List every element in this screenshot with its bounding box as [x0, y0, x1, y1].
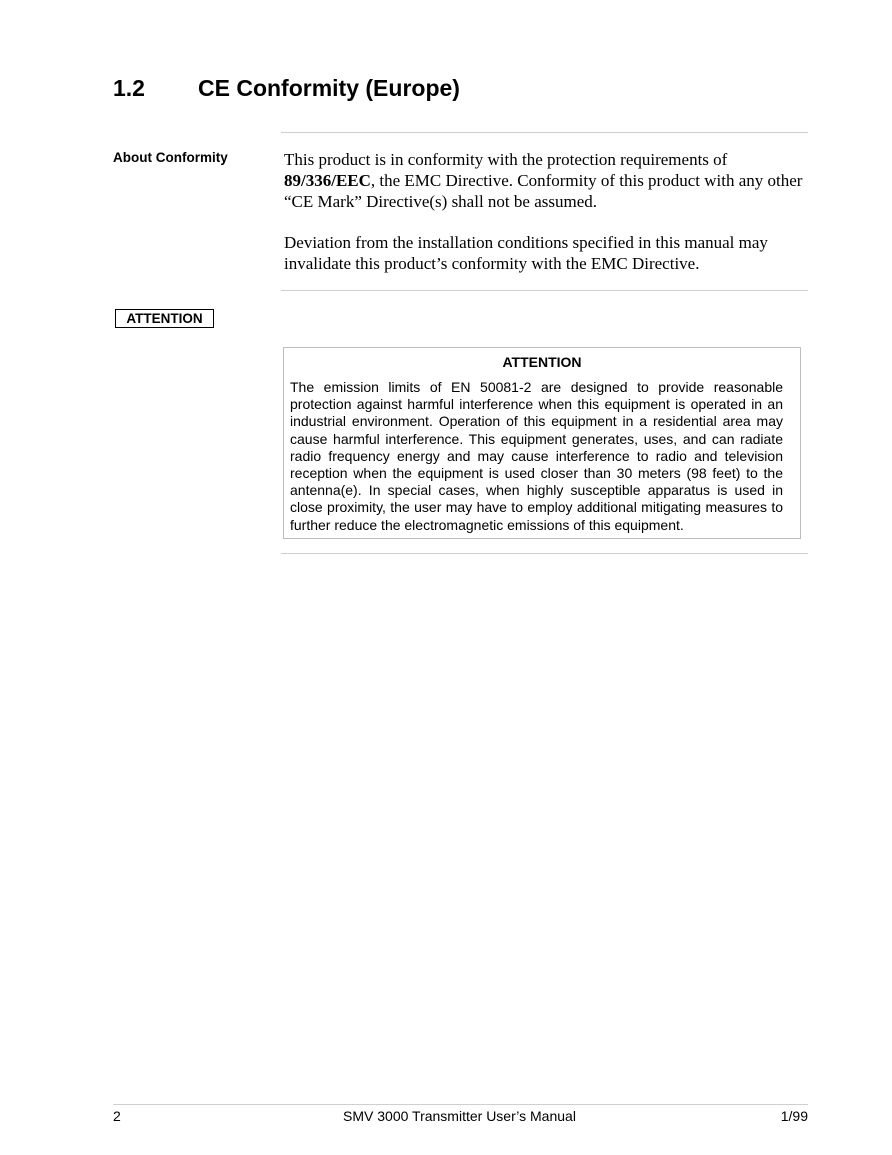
section-number: 1.2 [113, 75, 145, 101]
attention-notice-box [283, 347, 801, 539]
section-heading [113, 72, 460, 104]
divider-bottom [281, 553, 808, 554]
directive-number: 89/336/EEC [284, 171, 371, 190]
footer-divider [113, 1104, 808, 1105]
footer-date: 1/99 [780, 1108, 808, 1124]
conformity-text-after: , the EMC Directive. Conformity of this product with any other “CE Mark” Directive(s) shall not be assumed. [284, 171, 803, 211]
attention-notice-title: ATTENTION [502, 354, 582, 370]
section-title: CE Conformity (Europe) [198, 75, 460, 101]
about-conformity-label: About Conformity [113, 150, 228, 165]
footer-page-number: 2 [113, 1108, 121, 1124]
attention-notice-text: The emission limits of EN 50081-2 are designed to provide reasonable protection against harmful interference when this equipment is operated in an industrial environment. Operation of this equipment in a residential area may cause harmful interference. This equipment generates, uses, and can radiate radio frequency energy and may cause interference to radio and television reception when the equipment is used closer than 30 meters (98 feet) to the antenna(e). In special cases, when highly susceptible apparatus is used in close proximity, the user may have to employ additional mitigating measures to further reduce the electromagnetic emissions of this equipment. [290, 379, 783, 533]
attention-tag: ATTENTION [115, 309, 214, 328]
divider-top [281, 132, 808, 133]
conformity-paragraph [284, 149, 804, 212]
deviation-paragraph: Deviation from the installation conditions specified in this manual may invalidate this product’s conformity with the EMC Directive. [284, 233, 768, 273]
footer-manual-title: SMV 3000 Transmitter User’s Manual [343, 1108, 576, 1124]
conformity-text-before: This product is in conformity with the protection requirements of [284, 150, 728, 169]
divider-middle [281, 290, 808, 291]
